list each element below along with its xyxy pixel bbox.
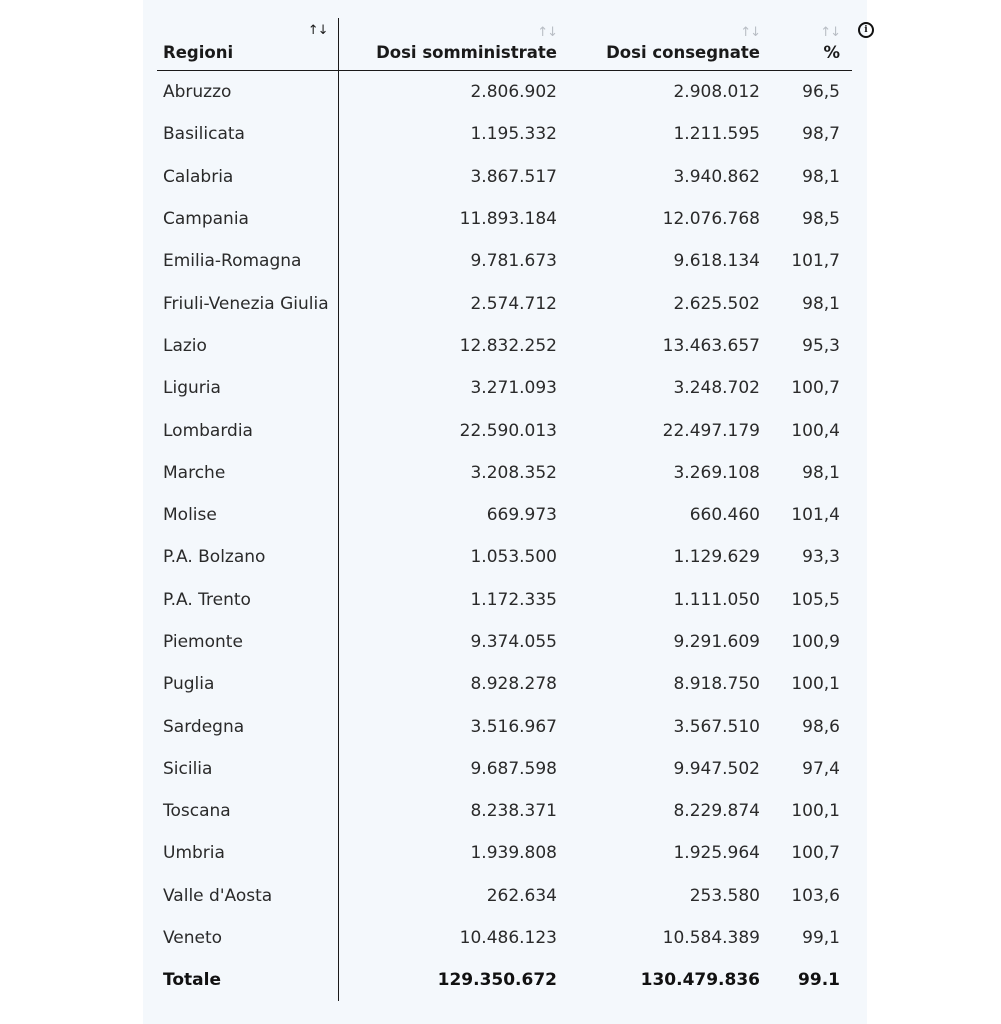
cell-region: Calabria [157,156,338,198]
table-row [157,409,852,451]
table-row [157,494,852,536]
cell-administered: 8.928.278 [470,674,557,695]
cell-delivered: 9.618.134 [673,251,760,272]
cell-administered: 2.806.902 [470,82,557,103]
cell-delivered: 2.908.012 [673,82,760,103]
info-icon[interactable]: i [858,22,874,38]
table-row [157,156,852,198]
regions-vaccine-table [157,18,852,1001]
cell-administered: 262.634 [486,885,557,906]
table-row [157,621,852,663]
cell-percent: 100,1 [791,801,840,822]
cell-region: P.A. Bolzano [157,536,338,578]
cell-delivered: 253.580 [689,885,760,906]
column-header-regioni[interactable] [157,18,338,71]
table-row [157,832,852,874]
cell-delivered: 660.460 [689,505,760,526]
column-header-label: Dosi somministrate [376,43,557,62]
cell-region: Piemonte [157,621,338,663]
cell-administered: 22.590.013 [459,420,557,441]
cell-administered: 8.238.371 [470,801,557,822]
cell-percent: 105,5 [791,589,840,610]
cell-percent: 98,5 [802,209,840,230]
cell-region: Lazio [157,325,338,367]
cell-region: Valle d'Aosta [157,875,338,917]
cell-region: Sardegna [157,705,338,747]
cell-region: Lombardia [157,409,338,451]
cell-region: Campania [157,198,338,240]
table-row [157,282,852,324]
sort-arrows-icon[interactable]: ↑↓ [537,25,557,40]
cell-percent: 98,1 [802,293,840,314]
sort-arrows-icon[interactable]: ↑↓ [307,23,328,38]
table-row [157,705,852,747]
table-row [157,917,852,959]
cell-region: Liguria [157,367,338,409]
cell-delivered: 10.584.389 [662,928,760,949]
cell-region: Veneto [157,917,338,959]
cell-delivered: 3.940.862 [673,166,760,187]
cell-region: Sicilia [157,748,338,790]
cell-administered: 9.781.673 [470,251,557,272]
cell-region: Puglia [157,663,338,705]
column-header-dosi-somministrate[interactable] [338,18,569,71]
cell-region: P.A. Trento [157,579,338,621]
cell-delivered: 13.463.657 [662,335,760,356]
cell-region: Emilia-Romagna [157,240,338,282]
sort-arrows-icon[interactable]: ↑↓ [740,25,760,40]
total-label: Totale [157,959,338,1001]
cell-delivered: 22.497.179 [662,420,760,441]
cell-administered: 3.516.967 [470,716,557,737]
table-row [157,367,852,409]
cell-administered: 12.832.252 [459,335,557,356]
cell-administered: 3.271.093 [470,378,557,399]
cell-region: Umbria [157,832,338,874]
cell-delivered: 3.567.510 [673,716,760,737]
sort-arrows-icon[interactable]: ↑↓ [820,25,840,40]
total-row [157,959,852,1001]
total-delivered: 130.479.836 [640,970,760,991]
cell-delivered: 1.211.595 [673,124,760,145]
cell-percent: 98,1 [802,462,840,483]
cell-region: Abruzzo [157,71,338,114]
table-body [157,71,852,1002]
cell-percent: 100,9 [791,632,840,652]
cell-percent: 97,4 [802,758,840,779]
cell-percent: 101,4 [791,505,840,526]
cell-region: Toscana [157,790,338,832]
cell-delivered: 1.129.629 [673,547,760,568]
cell-percent: 100,4 [791,420,840,441]
cell-administered: 10.486.123 [459,928,557,949]
cell-region: Friuli-Venezia Giulia [157,282,338,324]
cell-delivered: 12.076.768 [662,209,760,230]
cell-delivered: 2.625.502 [673,293,760,314]
cell-delivered: 1.925.964 [673,843,760,864]
cell-percent: 98,1 [802,166,840,187]
cell-delivered: 3.269.108 [673,462,760,483]
cell-administered: 1.195.332 [470,124,557,145]
column-header-label: Dosi consegnate [606,43,760,62]
cell-delivered: 9.291.609 [673,632,760,652]
cell-delivered: 3.248.702 [673,378,760,399]
cell-administered: 1.939.808 [470,843,557,864]
cell-administered: 11.893.184 [459,209,557,230]
cell-region: Marche [157,452,338,494]
cell-percent: 96,5 [802,82,840,103]
table-row [157,790,852,832]
table-row [157,71,852,114]
table-row [157,198,852,240]
cell-percent: 98,6 [802,716,840,737]
table-header [157,18,852,71]
cell-region: Molise [157,494,338,536]
cell-percent: 100,1 [791,674,840,695]
cell-percent: 103,6 [791,885,840,906]
table-row [157,748,852,790]
cell-administered: 1.172.335 [470,589,557,610]
column-header-dosi-consegnate[interactable] [569,18,772,71]
cell-percent: 101,7 [791,251,840,272]
cell-delivered: 8.918.750 [673,674,760,695]
table-row [157,325,852,367]
total-percent: 99.1 [798,970,840,991]
cell-administered: 3.208.352 [470,462,557,483]
cell-delivered: 1.111.050 [673,589,760,610]
cell-administered: 669.973 [486,505,557,526]
cell-percent: 95,3 [802,335,840,356]
table-row [157,875,852,917]
table-row [157,113,852,155]
cell-administered: 3.867.517 [470,166,557,187]
cell-delivered: 9.947.502 [673,758,760,779]
header-row [157,18,852,71]
column-header-percent[interactable] [772,18,852,71]
cell-administered: 9.374.055 [470,632,557,652]
cell-region: Basilicata [157,113,338,155]
column-header-label: Regioni [163,43,234,62]
column-header-label: % [823,43,840,62]
table-row [157,663,852,705]
cell-administered: 9.687.598 [470,758,557,779]
total-administered: 129.350.672 [437,970,557,991]
cell-percent: 99,1 [802,928,840,949]
cell-percent: 93,3 [802,547,840,568]
cell-percent: 100,7 [791,843,840,864]
cell-percent: 100,7 [791,378,840,399]
cell-administered: 2.574.712 [470,293,557,314]
cell-administered: 1.053.500 [470,547,557,568]
cell-percent: 98,7 [802,124,840,145]
table-row [157,579,852,621]
table-row [157,452,852,494]
table-row [157,240,852,282]
table-row [157,536,852,578]
cell-delivered: 8.229.874 [673,801,760,822]
